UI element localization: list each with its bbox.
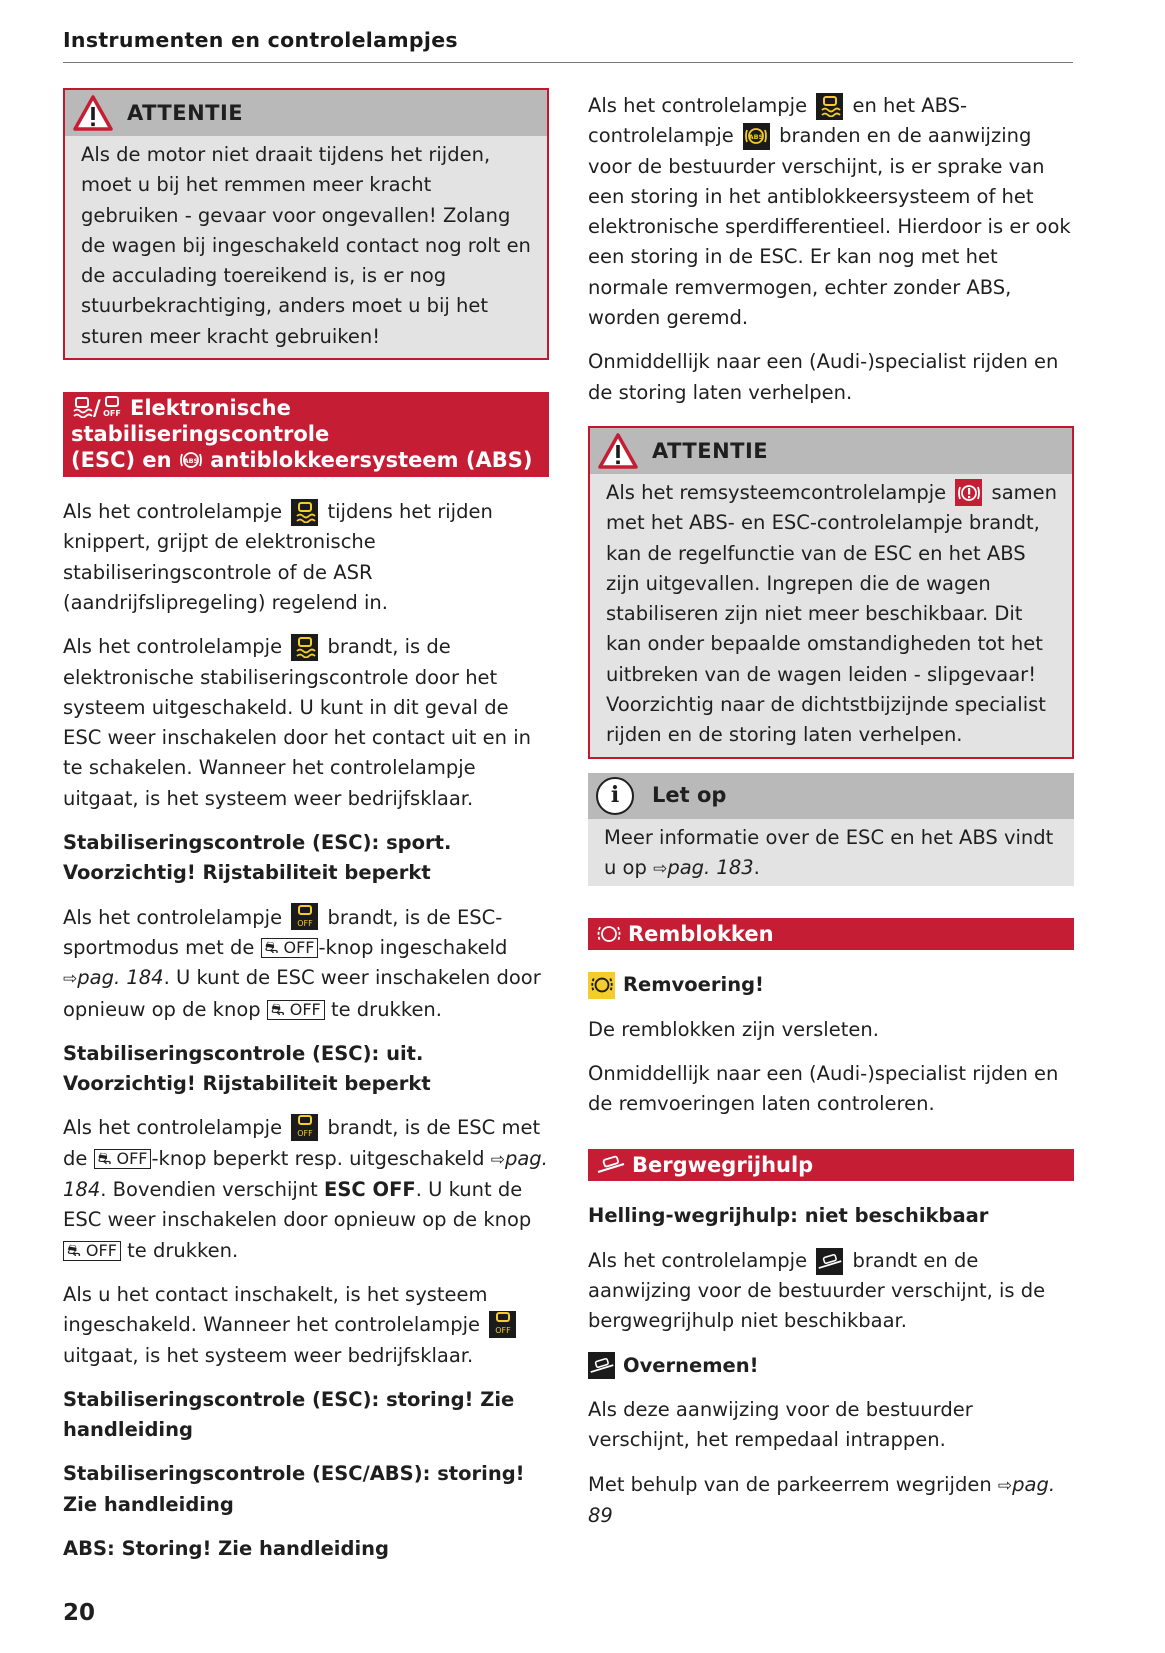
arrow-icon: ⇨ xyxy=(997,1475,1013,1496)
subheading-esc-off: Stabiliseringscontrole (ESC): uit. Voorzichtig! Rijstabiliteit beperkt xyxy=(63,1041,431,1096)
right-column xyxy=(588,91,1074,1545)
subheading-esc-sport: Stabiliseringscontrole (ESC): sport. Voorzichtig! Rijstabiliteit beperkt xyxy=(63,831,452,885)
section-heading-hill-hold xyxy=(588,1149,1074,1181)
hill-hold-icon xyxy=(588,1352,615,1379)
paragraph-hill-lamp: Als het controlelampje brandt en de aanwijzing voor de bestuurder verschijnt, is de bergwegrijhulp niet beschikbaar. xyxy=(588,1248,1046,1333)
svg-text:ABS: ABS xyxy=(749,133,764,142)
section-heading-brake-pads xyxy=(588,918,1074,950)
info-icon: i xyxy=(596,777,634,815)
note-header xyxy=(588,773,1074,819)
esc-skid-icon: ⛐ xyxy=(264,937,284,957)
esc-off-icon xyxy=(489,1311,516,1338)
heading-separator: / xyxy=(93,396,101,421)
svg-text:ABS: ABS xyxy=(183,457,199,466)
warning-title: ATTENTIE xyxy=(652,438,769,463)
hill-hold-icon xyxy=(816,1248,843,1275)
paragraph-pads-worn: De remblokken zijn versleten. xyxy=(588,1017,879,1041)
subheading-hill-unavailable: Helling-wegrijhulp: niet beschikbaar xyxy=(588,1204,989,1228)
esc-off-icon xyxy=(291,1114,318,1141)
paragraph-ignition: Als u het contact inschakelt, is het systeem ingeschakeld. Wanneer het controlelampje OFF uitgaat, is het systeem weer bedrijfsklaar. xyxy=(63,1280,549,1371)
warning-header xyxy=(65,90,547,136)
page-ref-link[interactable]: pag. 184 xyxy=(77,966,164,990)
esc-off-key: ⛐ OFF xyxy=(267,1000,325,1020)
abs-icon xyxy=(179,448,203,472)
paragraph-esc-sport: Als het controlelampje OFF brandt, is de ESC-sportmodus met de ⛐ OFF -knop ingeschakeld ⇨pag. 184. U kunt de ESC weer inschakelen door opnieuw op de knop ⛐ OFF te drukken. xyxy=(63,903,549,1025)
heading-line2b: antiblokkeersysteem (ABS) xyxy=(210,448,533,473)
esc-skid-icon xyxy=(291,634,318,661)
arrow-icon: ⇨ xyxy=(490,1149,505,1170)
subheading-abs-fault: ABS: Storing! Zie handleiding xyxy=(63,1536,389,1560)
svg-text:OFF: OFF xyxy=(494,1326,511,1336)
arrow-icon: ⇨ xyxy=(653,858,668,879)
warning-text: Als het remsysteemcontrolelampje samen met het ABS- en ESC-controlelampje brandt, kan de regelfunctie van de ESC en het ABS zijn uitgevallen. Ingrepen die de wagen stabiliseren zijn niet meer beschikbaar. Dit kan onder bepaalde omstandigheden tot het uitbreken van de wagen leiden - slipgevaar! Voorzichtig naar de dichtstbijzijnde specialist rijden en de storing laten verhelpen. xyxy=(606,480,1058,747)
paragraph-parking-brake: Met behulp van de parkeerrem wegrijden ⇨pag. 89 xyxy=(588,1472,1056,1527)
esc-skid-icon xyxy=(816,93,843,120)
note-text: Meer informatie over de ESC en het ABS vindt u op ⇨pag. 183. xyxy=(604,825,1054,879)
svg-text:OFF: OFF xyxy=(297,1129,313,1139)
message-take-over: Overnemen! xyxy=(588,1351,1074,1381)
esc-skid-icon: ⛐ xyxy=(97,1148,117,1168)
abs-icon xyxy=(743,123,770,150)
heading-line1: Elektronische stabiliseringscontrole xyxy=(71,396,330,447)
paragraph-esc-on: Als het controlelampje brandt, is de elektronische stabiliseringscontrole door het systeem uitgeschakeld. U kunt in dit geval de ESC weer inschakelen door het contact uit en in te schakelen. Wanneer het controlelampje uitgaat, is het systeem weer bedrijfsklaar. xyxy=(63,635,531,810)
page-header xyxy=(63,28,1073,63)
arrow-icon: ⇨ xyxy=(63,969,78,990)
page-ref-link[interactable]: pag. 183 xyxy=(667,855,754,879)
esc-skid-icon xyxy=(71,396,93,420)
warning-triangle-icon xyxy=(73,95,113,131)
page-number: 20 xyxy=(63,1600,96,1626)
esc-off-key: ⛐ OFF xyxy=(63,1241,121,1261)
paragraph-esc-off: Als het controlelampje OFF brandt, is de ESC met de ⛐ OFF -knop beperkt resp. uitgeschakeld ⇨pag. 184. Bovendien verschijnt ESC OFF. U kunt de ESC weer inschakelen door opnieuw op de knop ⛐ OFF te drukken. xyxy=(63,1113,549,1265)
message-brake-lining: Remvoering! xyxy=(588,970,1074,1000)
left-column xyxy=(63,88,549,1578)
section-title: Bergwegrijhulp xyxy=(632,1153,814,1178)
page-ref-link[interactable]: pag. 184 xyxy=(63,1146,548,1202)
esc-skid-icon: ⛐ xyxy=(67,1240,86,1260)
esc-off-icon xyxy=(291,903,318,930)
warning-box-brakes xyxy=(588,426,1074,759)
heading-line2a: (ESC) en xyxy=(71,448,172,473)
svg-text:OFF: OFF xyxy=(102,409,121,419)
warning-triangle-icon xyxy=(598,433,638,469)
esc-skid-icon: ⛐ xyxy=(270,999,290,1019)
subheading-esc-fault: Stabiliseringscontrole (ESC): storing! Zie handleiding xyxy=(63,1387,515,1442)
brake-system-icon xyxy=(955,479,982,506)
esc-off-icon xyxy=(101,396,123,420)
warning-box xyxy=(63,88,549,360)
paragraph-esc-flashing: Als het controlelampje tijdens het rijden knippert, grijpt de elektronische stabiliseringscontrole of de ASR (aandrijfslipregeling) regelend in. xyxy=(63,500,493,614)
page-ref-link[interactable]: pag. 89 xyxy=(588,1472,1056,1527)
brake-pad-icon xyxy=(596,921,622,947)
section-heading-esc-abs xyxy=(63,392,549,477)
note-box xyxy=(588,773,1074,887)
brake-pad-icon xyxy=(588,972,615,999)
esc-off-key: ⛐ OFF xyxy=(94,1149,152,1169)
paragraph-abs-esc-lamps: Als het controlelampje en het ABS-controlelampje ABS branden en de aanwijzing voor de bestuurder verschijnt, is er sprake van een storing in het antiblokkeersysteem of het elektronische sperdifferentieel. Hierdoor is er ook een storing in de ESC. Er kan nog met het normale remvermogen, echter zonder ABS, worden geremd. xyxy=(588,94,1071,330)
hill-hold-icon xyxy=(596,1152,626,1178)
paragraph-go-specialist: Onmiddellijk naar een (Audi-)specialist rijden en de storing laten verhelpen. xyxy=(588,350,1059,404)
esc-off-key: ⛐ OFF xyxy=(261,938,319,958)
note-title: Let op xyxy=(652,783,727,808)
subheading-esc-abs-fault: Stabiliseringscontrole (ESC/ABS): storing! Zie handleiding xyxy=(63,1462,525,1516)
paragraph-press-brake: Als deze aanwijzing voor de bestuurder verschijnt, het rempedaal intrappen. xyxy=(588,1397,973,1452)
warning-text: Als de motor niet draait tijdens het rijden, moet u bij het remmen meer kracht gebruiken - gevaar voor ongevallen! Zolang de wagen bij ingeschakeld contact nog rolt en de acculading toereikend is, is er nog stuurbekrachtiging, anders moet u bij het sturen meer kracht gebruiken! xyxy=(81,143,531,348)
warning-header xyxy=(590,428,1072,474)
esc-skid-icon xyxy=(291,499,318,526)
header-title: Instrumenten en controlelampjes xyxy=(63,28,458,52)
warning-title: ATTENTIE xyxy=(127,100,244,125)
section-title: Remblokken xyxy=(628,922,774,947)
svg-text:OFF: OFF xyxy=(297,918,313,928)
paragraph-check-pads: Onmiddellijk naar een (Audi-)specialist rijden en de remvoeringen laten controleren. xyxy=(588,1061,1059,1116)
